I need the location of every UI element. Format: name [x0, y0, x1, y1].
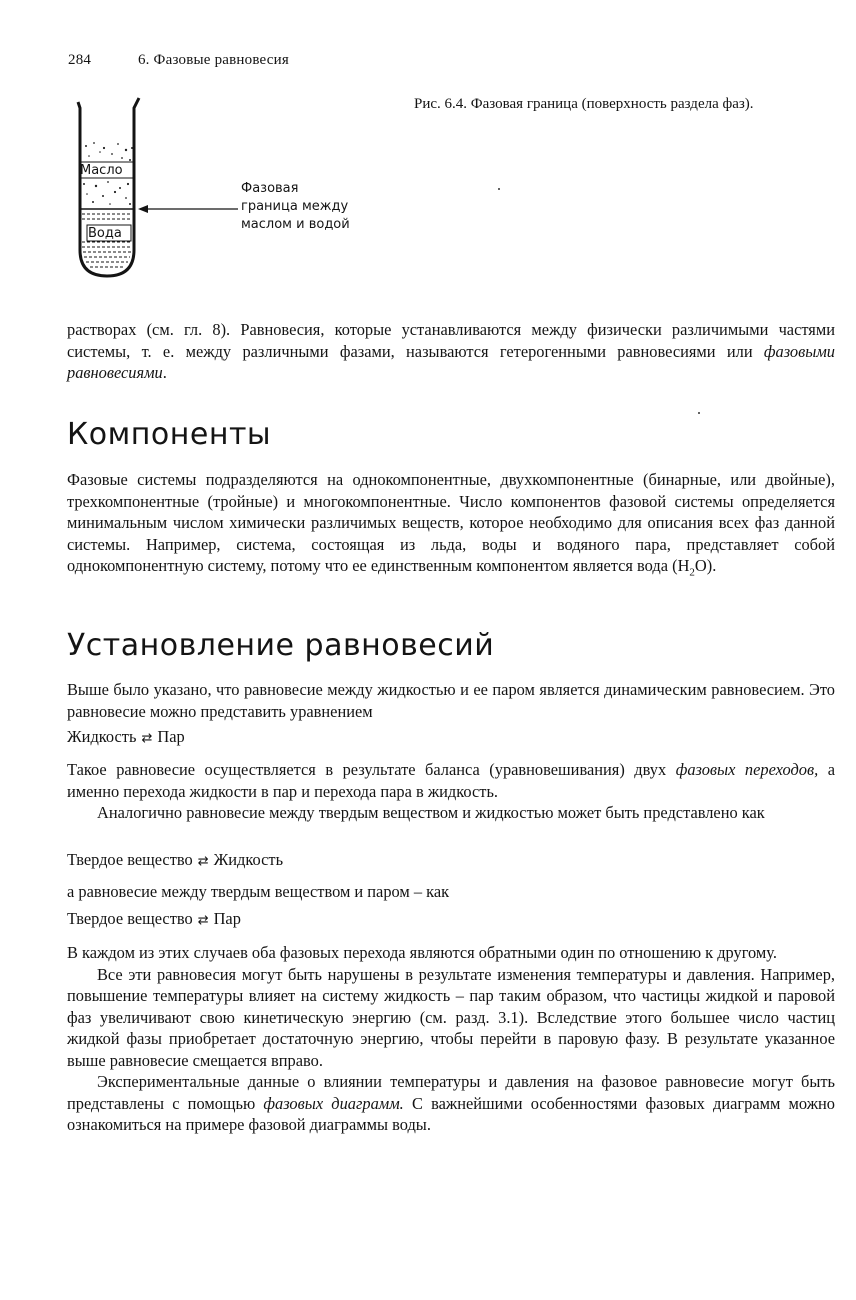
equation-liquid-vapor	[67, 727, 185, 747]
equation-left: Твердое вещество	[67, 909, 193, 928]
intro-italic-term: фазовыми равновесиями	[67, 341, 835, 382]
p7-italic-term: фазовых диаграмм.	[263, 1093, 404, 1113]
test-tube-figure	[60, 88, 380, 288]
intro-paragraph	[67, 319, 835, 384]
p7-text: Экспериментальные данные о влиянии температуры и давления на фазовое равновесие могут быть представлены с помощью	[67, 1072, 835, 1113]
chapter-title: 6. Фазовые равновесия	[137, 52, 289, 68]
equation-solid-vapor	[67, 909, 241, 929]
boundary-label	[241, 180, 350, 234]
boundary-label-line: Фазовая	[241, 181, 299, 196]
print-speck	[498, 188, 500, 190]
equilibrium-paragraph-5: В каждом из этих случаев оба фазовых перехода являются обратными один по отношению к другому.	[67, 943, 777, 962]
p2-italic-term: фазовых переходов,	[675, 760, 819, 779]
equilibrium-arrow-icon: ⇄	[141, 731, 153, 746]
equilibrium-paragraph-4: а равновесие между твердым веществом и паром – как	[67, 882, 450, 901]
intro-end: .	[162, 363, 167, 382]
equation-right: Пар	[157, 727, 185, 746]
equilibrium-arrow-icon: ⇄	[197, 854, 209, 869]
page-number: 284	[68, 52, 92, 68]
components-heading: Компоненты	[67, 417, 272, 452]
boundary-label-line: граница между	[241, 199, 349, 214]
figure-caption: Рис. 6.4. Фазовая граница (поверхность раздела фаз).	[414, 96, 754, 112]
equilibrium-paragraph-1: Выше было указано, что равновесие между жидкостью и ее паром является динамическим равновесием. Это равновесие можно представить уравнением	[67, 680, 835, 721]
components-paragraph	[67, 469, 835, 584]
equilibrium-paragraphs-rest	[67, 942, 835, 1136]
components-text: Фазовые системы подразделяются на однокомпонентные, двухкомпонентные (бинарные, или двойные), трехкомпонентные (тройные) и многокомпонентные. Число компонентов фазовой системы определяется минимальным числом химически различимых веществ, которое необходимо для описания всех фаз данной системы. Например, система, состоящая из льда, воды и водяного пара, представляет собой однокомпонентную систему, потому что ее единственным компонентом является вода (H	[67, 470, 835, 575]
equation-left: Твердое вещество	[67, 850, 193, 869]
equilibrium-paragraph-7	[67, 1071, 835, 1136]
equilibrium-heading: Установление равновесий	[67, 628, 495, 663]
subscript-2: 2	[689, 566, 695, 579]
running-head	[68, 52, 289, 69]
equation-right: Жидкость	[213, 850, 284, 869]
p2-text: Такое равновесие осуществляется в результате баланса (уравновешивания) двух	[67, 760, 676, 779]
equation-right: Пар	[213, 909, 241, 928]
print-speck	[698, 412, 700, 414]
equilibrium-paragraph-3: Аналогично равновесие между твердым веществом и жидкостью может быть представлено как	[97, 803, 765, 822]
p7-end: С важнейшими особенностями фазовых диаграмм можно ознакомиться на примере фазовой диаграммы воды.	[67, 1093, 836, 1134]
oil-label: Масло	[80, 163, 123, 178]
boundary-label-line: маслом и водой	[241, 217, 350, 232]
water-label: Вода	[88, 226, 122, 241]
equation-solid-liquid	[67, 850, 283, 870]
equation-left: Жидкость	[67, 727, 137, 746]
intro-text: растворах (см. гл. 8). Равновесия, которые устанавливаются между физически различимыми частями системы, т. е. между различными фазами, называются гетерогенными равновесиями или	[67, 320, 835, 361]
equilibrium-arrow-icon: ⇄	[197, 913, 209, 928]
equilibrium-paragraph-2	[67, 759, 835, 824]
components-text-end: O).	[694, 556, 717, 575]
p2-end: а именно перехода жидкости в пар и перехода пара в жидкость.	[67, 760, 835, 801]
equilibrium-paragraph-6: Все эти равновесия могут быть нарушены в результате изменения температуры и давления. Например, повышение температуры влияет на систему жидкость – пар таким образом, что частицы жидкой и паровой фаз увеличивают свою кинетическую энергию (см. разд. 3.1). Вследствие этого большее число частиц жидкой фазы приобретает достаточную энергию, чтобы перейти в паровую фазу. В результате указанное выше равновесие смещается вправо.	[67, 964, 835, 1070]
